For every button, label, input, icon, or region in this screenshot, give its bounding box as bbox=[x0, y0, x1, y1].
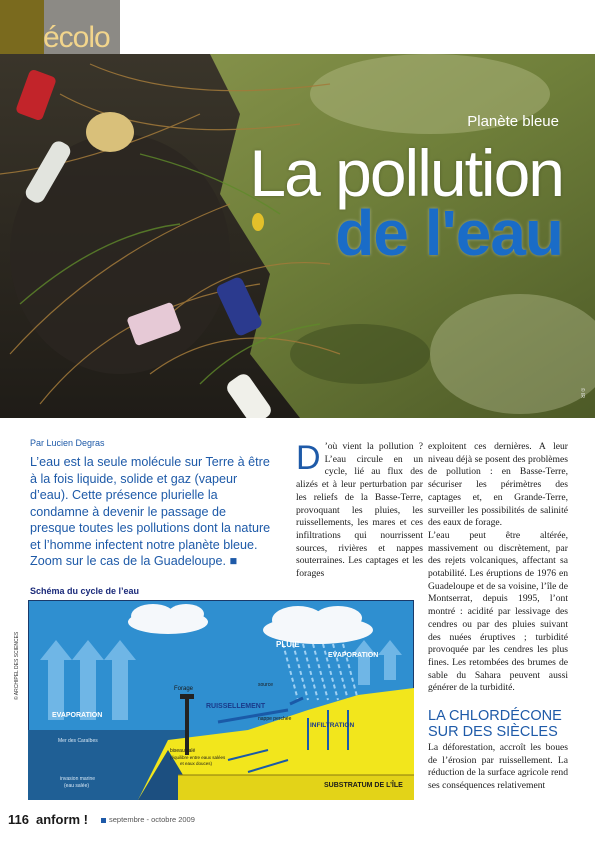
diagram-title: Schéma du cycle de l’eau bbox=[30, 586, 140, 596]
sponge-debris bbox=[86, 112, 134, 152]
magazine-name: anform ! bbox=[36, 812, 88, 827]
photo-credit: © IR bbox=[579, 387, 585, 398]
body-text-col1: ’où vient la pollution ? L’eau circule en un cycle, lié au flux des alizés et à leur perturbation par les reliefs de la Basse-Terre, provoquant les pluies, les ruissellements, les mares et ces infiltrations qui nourrissent sources, rivières et nappes souterraines. Les captages et les forages bbox=[296, 441, 423, 580]
label-evaporation-left: EVAPORATION bbox=[52, 712, 103, 719]
section-rubric: écolo bbox=[43, 21, 110, 54]
label-biseau-note: (équilibre entre eaux salées bbox=[170, 755, 226, 760]
label-infiltration: INFILTRATION bbox=[310, 722, 355, 729]
headline-line-1: La pollution bbox=[249, 136, 563, 210]
label-eau-salee: (eau salée) bbox=[64, 783, 90, 789]
label-pluie: PLUIE bbox=[276, 640, 300, 649]
issue-date: septembre - octobre 2009 bbox=[109, 815, 195, 824]
cloud-icon bbox=[128, 604, 208, 634]
lead-text: L’eau est la seule molécule sur Terre à être à la fois liquide, solide et gaz (vapeur d’eau). Cette présence plurielle la condamne à devenir le passage de presque toutes les pollutions dont la nature et l’homme infectent notre planète bleue. Zoom sur le cas de la Guadeloupe. bbox=[30, 455, 271, 568]
byline: Par Lucien Degras bbox=[30, 438, 105, 448]
kicker: Planète bleue bbox=[467, 113, 559, 130]
lead-paragraph bbox=[30, 454, 272, 570]
label-ruissellement: RUISSELLEMENT bbox=[206, 703, 266, 710]
page-number: 116 bbox=[8, 812, 29, 827]
label-source: source bbox=[258, 682, 274, 688]
label-nappe-perchee: nappe perchée bbox=[258, 716, 292, 722]
body-column-2-continued bbox=[428, 742, 568, 793]
leaf-debris bbox=[252, 213, 264, 231]
paragraph: L’eau peut être altérée, massivement ou discrètement, par des rejets volcaniques, affectant sa potabilité. Les éruptions de 1976 en Guadeloupe et de sa voisine, l’île de Montserrat, depuis 1995, l’ont montré : acidité par lessivage des cendres ou par des pluies suivant des nuées éruptives ; turbidité provoquée par les cendres les plus fines. Les retombées des brumes de sable du Sahara peuvent aussi générer de la turbidité. bbox=[428, 529, 568, 694]
label-forage: Forage bbox=[174, 686, 194, 692]
body-column-2 bbox=[428, 441, 568, 695]
section-heading: LA CHLORDÉCONE SUR DES SIÈCLES bbox=[428, 708, 562, 740]
water-cycle-diagram bbox=[28, 600, 414, 800]
headline-line-2: de l'eau bbox=[335, 197, 563, 269]
water-cycle-illustration bbox=[28, 600, 414, 800]
evaporation-arrow-icon bbox=[40, 640, 136, 720]
square-bullet-icon bbox=[101, 818, 106, 823]
label-substratum: SUBSTRATUM DE L’ÎLE bbox=[324, 782, 403, 789]
paragraph: exploitent ces dernières. A leur niveau déjà se posent des problèmes de pollution : en Basse-Terre, sécuriser les périmètres des captages et, en Grande-Terre, surveiller les possibilités de salinité des eaux de forage. bbox=[428, 441, 568, 529]
body-column-1 bbox=[296, 441, 423, 581]
paragraph: La déforestation, accroît les boues de l’érosion par ruissellement. La réduction de la surface agricole rend ses conséquences relativement bbox=[428, 742, 568, 792]
rubric-accent bbox=[0, 0, 44, 54]
label-invasion: invasion marine bbox=[60, 776, 96, 782]
drop-cap: D bbox=[296, 439, 321, 477]
label-biseau-note2: et eaux douces) bbox=[180, 761, 213, 766]
label-evaporation-right: EVAPORATION bbox=[328, 652, 379, 659]
label-biseau: biseau salé bbox=[170, 748, 196, 754]
borehole-icon bbox=[185, 695, 189, 755]
end-mark: ■ bbox=[229, 554, 238, 568]
diagram-credit: © ARCHIPEL DES SCIENCES bbox=[14, 631, 20, 700]
label-mer: Mer des Caraïbes bbox=[58, 738, 98, 744]
rain-cloud-icon bbox=[263, 606, 373, 644]
